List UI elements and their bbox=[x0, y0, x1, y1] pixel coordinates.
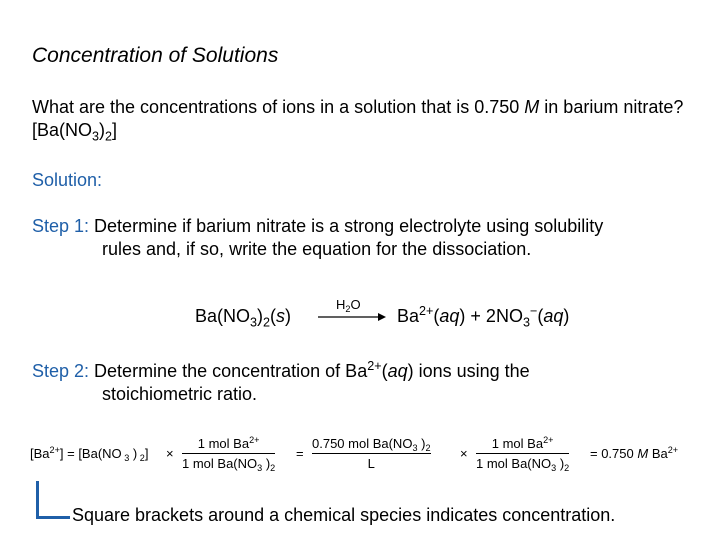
callout-bracket-foot bbox=[36, 516, 70, 519]
bracket-note: Square brackets around a chemical species indicates concentration. bbox=[72, 505, 616, 525]
reaction-arrow-icon bbox=[318, 312, 386, 322]
step-1 bbox=[32, 215, 692, 261]
fraction-2: 0.750 mol $Ba(NO_3$ )$_2$ L bbox=[312, 436, 431, 471]
callout-bracket-icon bbox=[36, 481, 39, 519]
step-2: Step 2: Determine the concentration of $Ba^{2+}(aq)$ ions using the stoichiometric ratio. bbox=[32, 360, 692, 406]
solvent-label: $H_2O$ bbox=[336, 297, 361, 315]
step-2-text-cont: stoichiometric ratio. bbox=[102, 384, 258, 404]
calc-lhs: $[Ba^{2+}] = [Ba(NO$ $_3$ ) $_2$] bbox=[30, 445, 149, 464]
step-1-text: Determine if barium nitrate is a strong electrolyte using solubility bbox=[89, 216, 604, 236]
step-1-label: Step 1: bbox=[32, 216, 90, 236]
fraction-3: 1 mol $Ba^{2+}$ 1 mol $Ba(NO_3$ )$_2$ bbox=[476, 435, 570, 474]
equation-products: $Ba^{2+}(aq) + 2NO_3^-(aq)$ bbox=[397, 304, 570, 330]
times-sign-2: × bbox=[460, 446, 468, 461]
equation-reactant: $Ba(NO_3)_2(s)$ bbox=[195, 306, 292, 330]
times-sign: × bbox=[166, 446, 174, 461]
question-text: What are the concentrations of ions in a solution that is 0.750 M in barium nitrate? $[Ba(NO_3)_2]$ bbox=[32, 97, 684, 144]
page-title: Concentration of Solutions bbox=[32, 44, 279, 67]
step-2-label: Step 2: bbox=[32, 361, 90, 381]
equals-sign: = bbox=[296, 446, 304, 461]
step-1-text-cont: rules and, if so, write the equation for the dissociation. bbox=[102, 239, 532, 259]
calc-result: = 0.750 M $Ba^{2+}$ bbox=[590, 445, 679, 461]
solution-label: Solution: bbox=[32, 170, 103, 190]
fraction-1: 1 mol $Ba^{2+}$ 1 mol $Ba(NO_3$ )$_2$ bbox=[182, 435, 276, 474]
